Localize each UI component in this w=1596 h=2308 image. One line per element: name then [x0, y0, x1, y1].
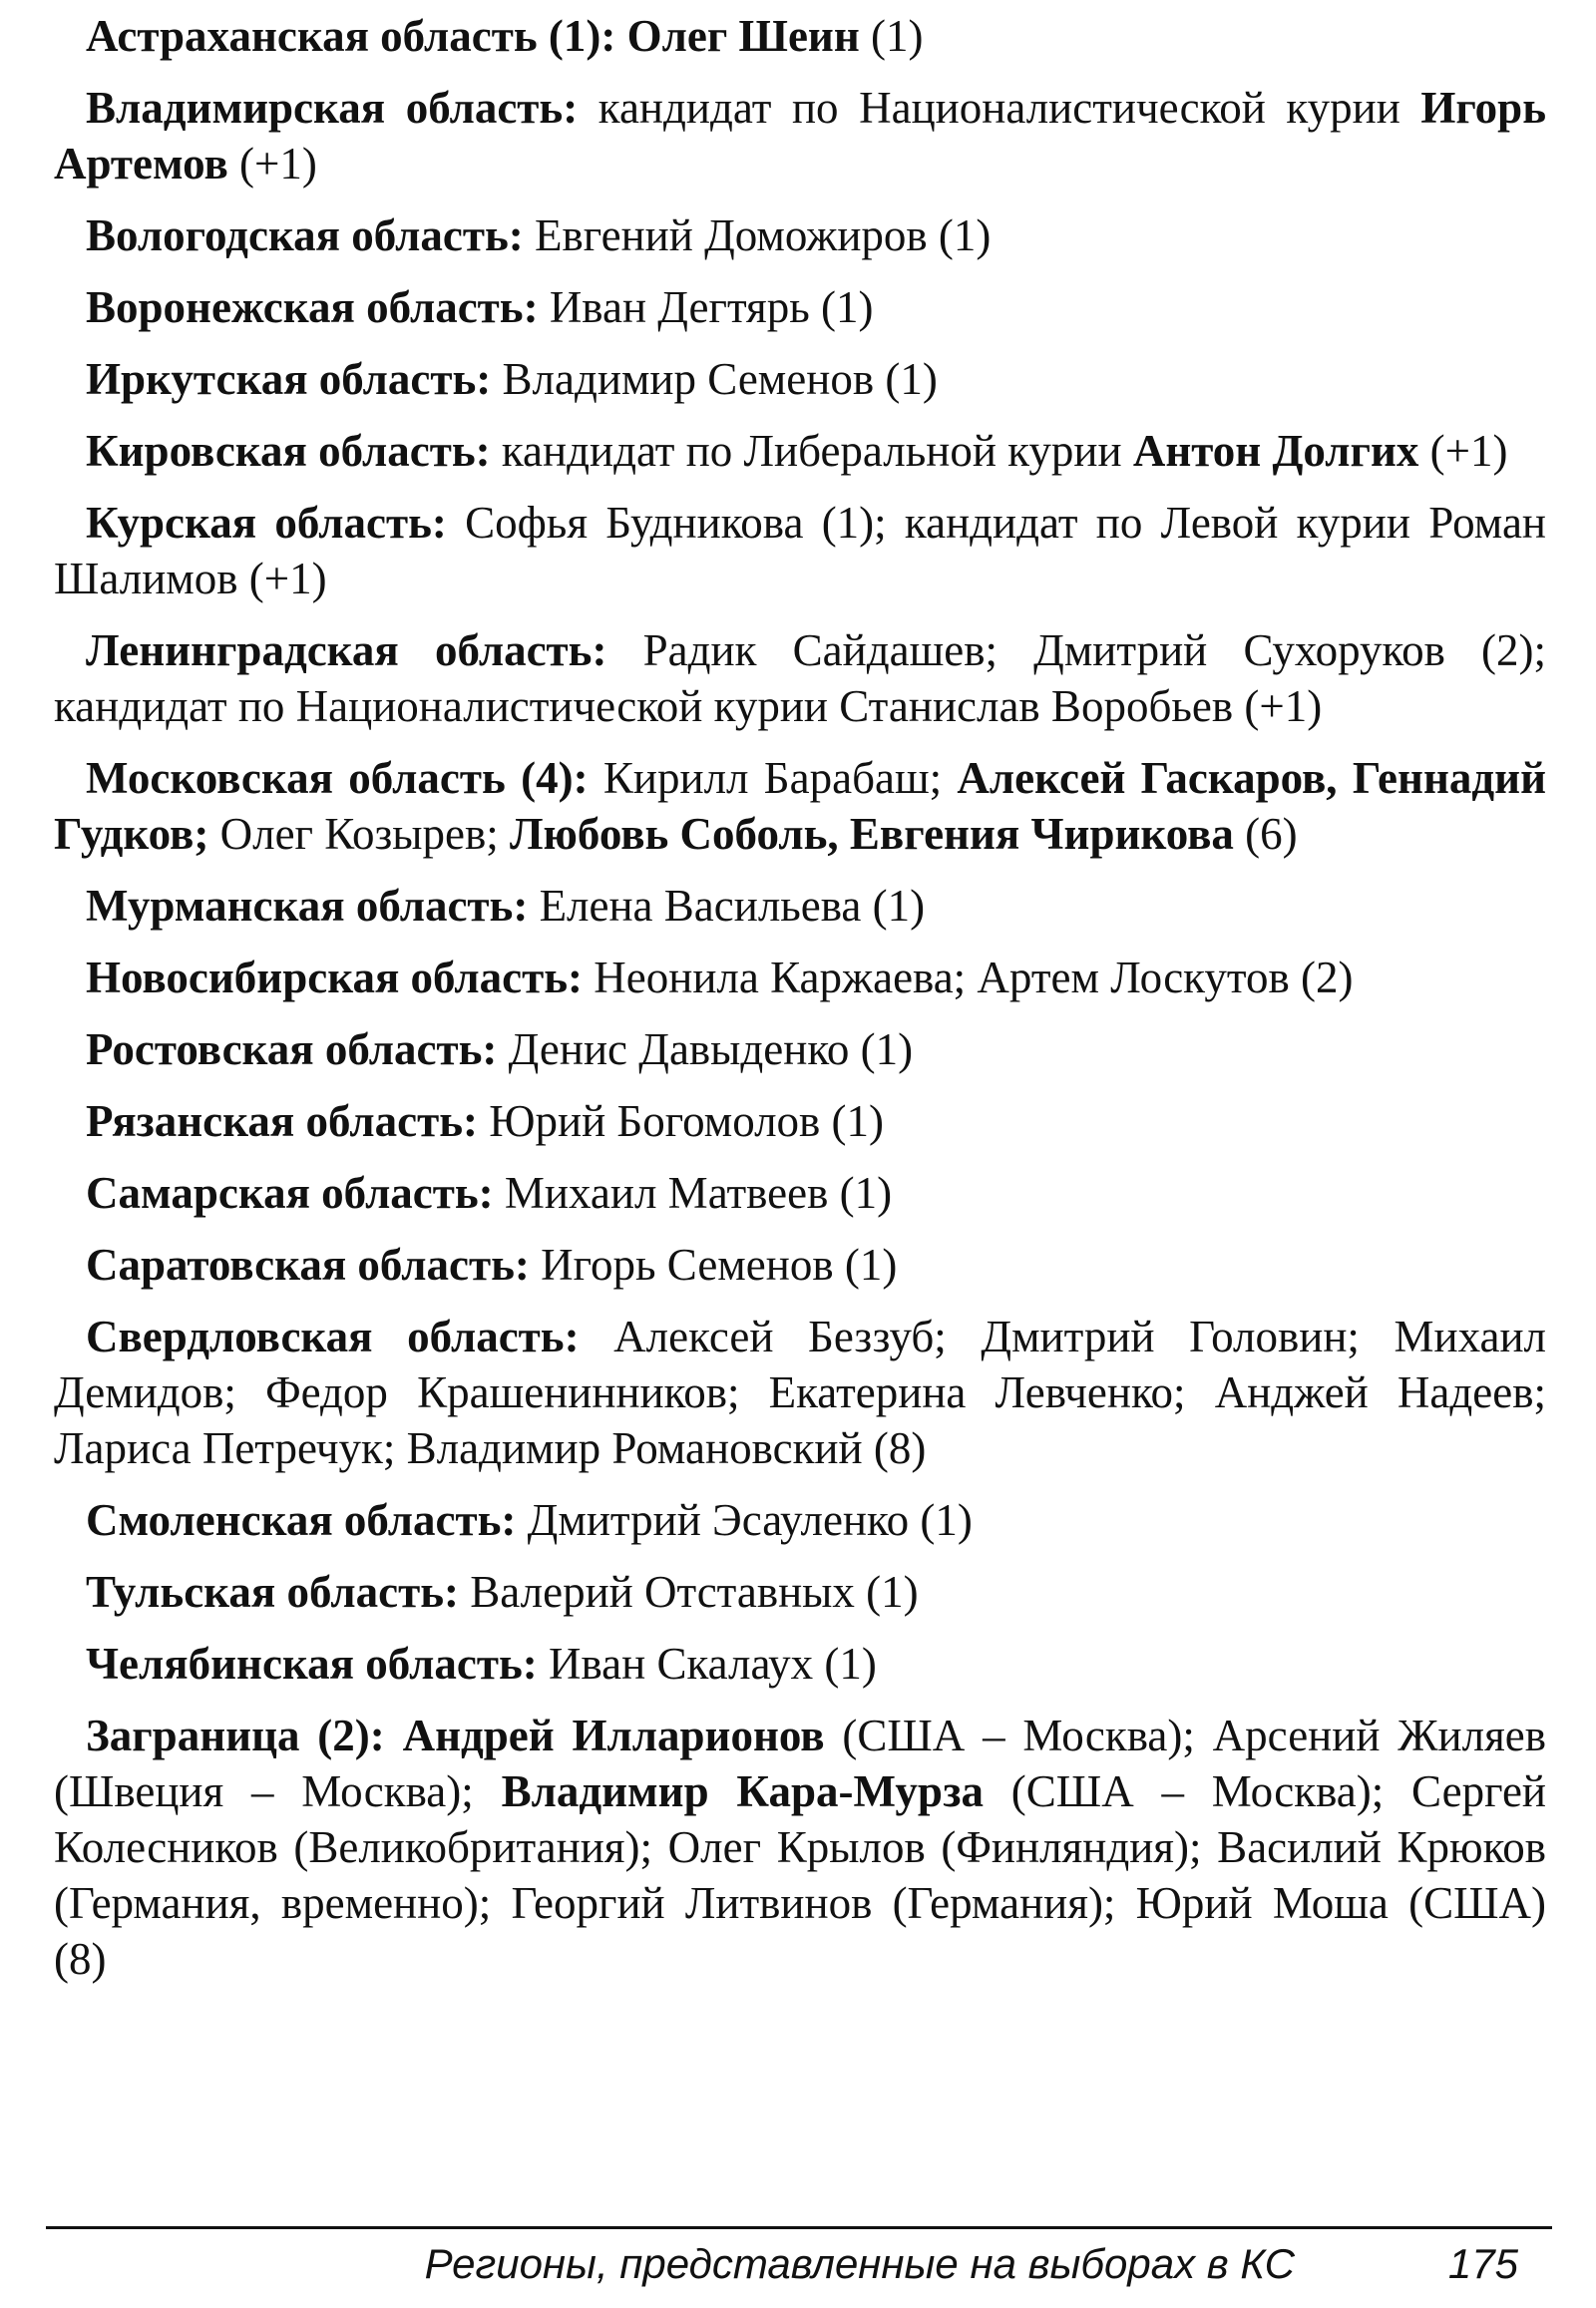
entry-text: (США – Москва); Сергей Колесников (Великобритания); Олег Крылов (Финляндия); Василий Крюков (Германия, временно); Георгий Литвинов (Германия); Юрий Моша (США) (8)	[54, 1766, 1547, 1984]
region-entry	[54, 1492, 1546, 1548]
entry-text: (+1)	[227, 139, 317, 189]
entry-text: Иван Скалаух (1)	[549, 1639, 877, 1689]
highlighted-name: Антон Долгих	[1132, 426, 1419, 476]
entry-text: Радик Сайдашев; Дмитрий Сухоруков (2); кандидат по Националистической курии Станислав Воробьев (+1)	[54, 625, 1547, 731]
region-entry	[54, 8, 1546, 64]
region-entry	[54, 423, 1546, 479]
entry-text: (+1)	[1418, 426, 1508, 476]
region-entry	[54, 279, 1546, 335]
region-entry	[54, 1636, 1546, 1692]
region-label: Рязанская область:	[86, 1096, 478, 1146]
region-entry	[54, 1708, 1546, 1987]
entry-text: (США – Москва); Арсений Жиляев (Швеция – Москва);	[54, 1711, 1547, 1816]
highlighted-name: Алексей Гаскаров, Геннадий Гудков;	[54, 753, 1546, 859]
page-footer	[46, 2236, 1552, 2296]
region-label: Московская область (4):	[86, 753, 589, 803]
region-label: Кировская область:	[86, 426, 491, 476]
entry-text: Евгений Доможиров (1)	[535, 210, 992, 260]
region-label: Воронежская область:	[86, 282, 539, 332]
entry-text: Софья Будникова (1); кандидат по Левой курии Роман Шалимов (+1)	[54, 498, 1547, 603]
entry-text: Неонила Каржаева; Артем Лоскутов (2)	[594, 953, 1354, 1002]
entry-text: Валерий Отставных (1)	[470, 1567, 919, 1617]
region-entry	[54, 80, 1546, 192]
region-entry	[54, 622, 1546, 734]
entry-text: Игорь Семенов (1)	[541, 1240, 898, 1290]
entry-text: Алексей Беззуб; Дмитрий Головин; Михаил Демидов; Федор Крашенинников; Екатерина Левченко; Анджей Надеев; Лариса Петречук; Владимир Романовский (8)	[54, 1312, 1547, 1473]
entry-text: Кирилл Барабаш;	[602, 753, 958, 803]
highlighted-name: Олег Шеин	[626, 11, 860, 61]
region-entry	[54, 351, 1546, 407]
region-entry	[54, 1093, 1546, 1149]
region-label: Ростовская область:	[86, 1024, 498, 1074]
region-label: Астраханская область (1):	[86, 11, 616, 61]
region-label: Самарская область:	[86, 1168, 494, 1218]
region-label: Тульская область:	[86, 1567, 459, 1617]
entry-text: Денис Давыденко (1)	[508, 1024, 914, 1074]
highlighted-name: Владимир Кара-Мурза	[501, 1766, 985, 1816]
region-label: Владимирская область:	[86, 83, 579, 133]
region-label: Курская область:	[86, 498, 447, 548]
region-label: Челябинская область:	[86, 1639, 538, 1689]
highlighted-name: Игорь Артемов	[54, 83, 1546, 189]
highlighted-name: Любовь Соболь, Евгения Чирикова	[510, 809, 1234, 859]
entry-text: Елена Васильева (1)	[539, 881, 926, 931]
entry-text: Михаил Матвеев (1)	[504, 1168, 893, 1218]
entry-text: Иван Дегтярь (1)	[549, 282, 874, 332]
entry-text: (1)	[859, 11, 924, 61]
region-entry	[54, 1309, 1546, 1476]
region-entry	[54, 495, 1546, 606]
region-label: Ленинградская область:	[86, 625, 607, 675]
region-label: Иркутская область:	[86, 354, 492, 404]
region-label: Свердловская область:	[86, 1312, 580, 1361]
region-label: Смоленская область:	[86, 1495, 517, 1545]
region-label: Вологодская область:	[86, 210, 524, 260]
region-entry	[54, 750, 1546, 862]
region-entry	[54, 950, 1546, 1005]
entry-text: (6)	[1233, 809, 1298, 859]
region-entry	[54, 1165, 1546, 1221]
region-entry	[54, 1564, 1546, 1620]
region-entry	[54, 878, 1546, 934]
footer-running-title: Регионы, представленные на выборах в КС	[424, 2240, 1295, 2287]
region-entry	[54, 207, 1546, 263]
entry-text: кандидат по Либеральной курии	[501, 426, 1133, 476]
footer-rule	[46, 2226, 1552, 2229]
entry-text: Владимир Семенов (1)	[502, 354, 938, 404]
entry-text: Юрий Богомолов (1)	[489, 1096, 885, 1146]
entry-list	[54, 8, 1546, 2003]
highlighted-name: Андрей Илларионов	[402, 1711, 825, 1760]
entry-text: Дмитрий Эсауленко (1)	[527, 1495, 973, 1545]
region-label: Новосибирская область:	[86, 953, 584, 1002]
region-label: Саратовская область:	[86, 1240, 530, 1290]
region-label: Заграница (2):	[86, 1711, 385, 1760]
region-entry	[54, 1237, 1546, 1293]
entry-text: Олег Козырев;	[208, 809, 510, 859]
entry-text: кандидат по Националистической курии	[598, 83, 1421, 133]
region-entry	[54, 1021, 1546, 1077]
page-number: 175	[1447, 2240, 1518, 2287]
region-label: Мурманская область:	[86, 881, 529, 931]
